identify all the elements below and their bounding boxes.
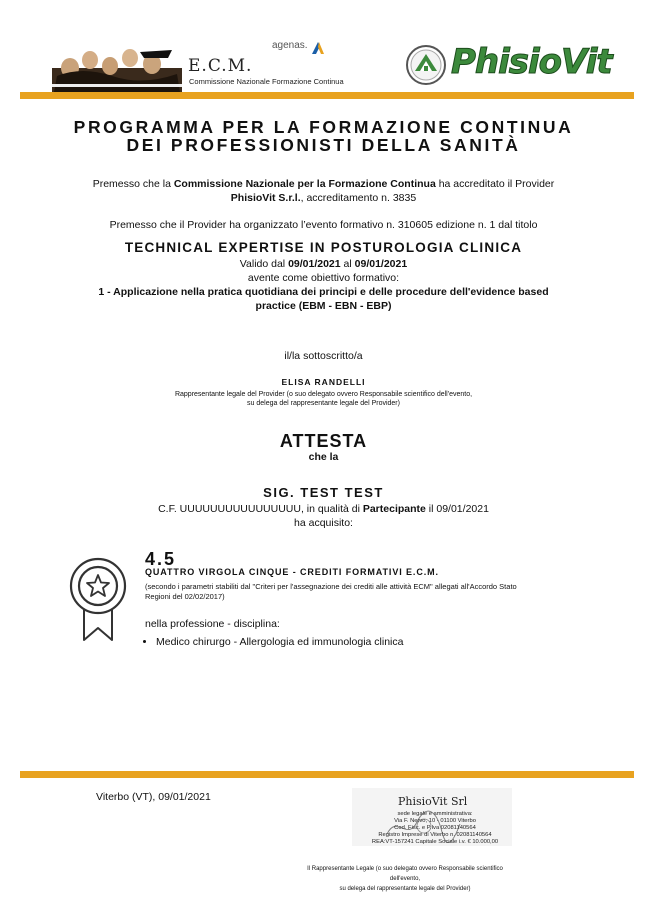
program-title-line1: PROGRAMMA PER LA FORMAZIONE CONTINUA	[73, 117, 574, 137]
ecm-title: E.C.M.	[188, 56, 253, 76]
participant-details: C.F. UUUUUUUUUUUUUUUU, in qualità di Partecipante il 09/01/2021	[158, 503, 489, 515]
intro-paragraph-2: Premesso che il Provider ha organizzato l’evento formativo n. 310605 edizione n. 1 dal titolo	[109, 219, 538, 231]
objective-label: avente come obiettivo formativo:	[247, 272, 400, 284]
provider-name: PhisioVit S.r.l.	[230, 192, 301, 204]
signature-caption: Il Rappresentante Legale (o suo delegato ovvero Responsabile scientifico dell'evento, su delega del rappresentante legale del Provider)	[307, 866, 503, 892]
discipline-list	[140, 635, 403, 649]
ecm-subtitle: Commissione Nazionale Formazione Continua	[189, 77, 344, 86]
stamp-details: sede legale e amministrativa: Via F. Nervo, 10 - 01100 Viterbo Cod. Fisc. e P.Iva 02081140564 Registro Imprese di Viterbo n. 02081140564 REA:VT-157241 Capitale Sociale i.v. € 10.000,00	[371, 811, 499, 845]
signer-role: Rappresentante legale del Provider (o suo delegato ovvero Responsabile scientifico dell'evento, su delega del rappresentante legale del Provider)	[174, 391, 473, 407]
credits-note: (secondo i parametri stabiliti dal "Criteri per l'assegnazione dei crediti alle attività ECM" allegati all'Accordo Stato Regioni del 02/02/2017)	[145, 582, 517, 601]
ecm-painting-image	[52, 46, 182, 92]
intro-paragraph-1: Premesso che la Commissione Nazionale per la Formazione Continua ha accreditato il Provider PhisioVit S.r.l., accreditamento n. 3835	[92, 178, 555, 204]
stamp-title: PhisioVit Srl	[398, 795, 468, 808]
provider-logo	[405, 42, 612, 88]
participant-name: SIG. TEST TEST	[263, 485, 384, 500]
event-title: TECHNICAL EXPERTISE IN POSTUROLOGIA CLINICA	[124, 240, 523, 255]
objective-text: 1 - Applicazione nella pratica quotidiana dei principi e delle procedure dell'evidence based practice (EBM - EBN - EBP)	[98, 286, 549, 312]
header-divider	[20, 92, 634, 99]
signature-scribble	[382, 804, 462, 846]
attesta-heading: ATTESTA	[279, 431, 368, 451]
profession-label: nella professione - disciplina:	[145, 618, 280, 630]
event-validity: Valido dal 09/01/2021 al 09/01/2021	[239, 258, 408, 270]
discipline-item: • Medico chirurgo - Allergologia ed immunologia clinica	[156, 635, 403, 649]
program-title-line2: DEI PROFESSIONISTI DELLA SANITÀ	[126, 135, 521, 155]
credits-words: QUATTRO VIRGOLA CINQUE - CREDITI FORMATIVI E.C.M.	[145, 567, 439, 577]
agenas-logo-text: agenas.	[272, 40, 308, 51]
signer-intro: il/la sottoscritto/a	[284, 350, 363, 362]
footer-divider	[20, 771, 634, 778]
place-date: Viterbo (VT), 09/01/2021	[96, 791, 211, 803]
ecm-header-logo	[52, 40, 352, 92]
agenas-mark-icon	[310, 40, 326, 56]
signer-name: ELISA RANDELLI	[281, 377, 366, 387]
credits-number: 4.5	[145, 549, 177, 569]
commission-name: Commissione Nazionale per la Formazione Continua	[173, 178, 436, 190]
participant-role: Partecipante	[362, 503, 426, 515]
award-badge-icon	[66, 556, 130, 644]
attesta-che: che la	[308, 451, 339, 463]
provider-emblem-icon	[405, 44, 447, 86]
acquired-label: ha acquisito:	[294, 517, 353, 529]
provider-logo-text: PhisioVit	[451, 42, 612, 82]
company-stamp	[352, 788, 512, 846]
